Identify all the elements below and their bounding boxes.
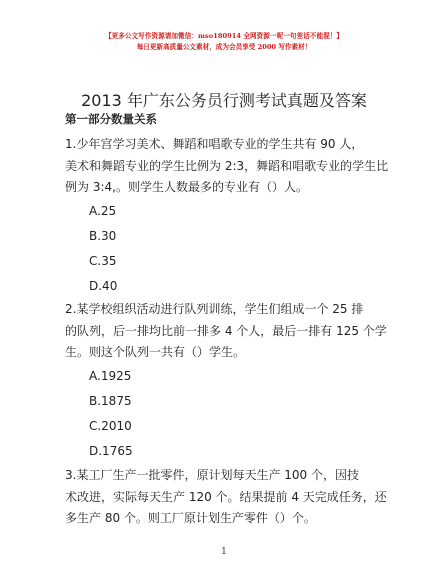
question-1-option-d: D.40 [89,279,118,293]
question-1-option-b: B.30 [89,229,117,243]
question-3-line-1: 3.某工厂生产一批零件，原计划每天生产 100 个，因技 [65,468,359,482]
question-1 [65,134,390,199]
question-1-line-1: 1.少年宫学习美术、舞蹈和唱歌专业的学生共有 90 人， [65,137,364,151]
promo-banner-line-2: 每日更新高质量公文素材，成为会员享受 2000 写作素材！ [136,43,312,51]
question-2-option-c: C.2010 [89,419,132,433]
question-2-option-a: A.1925 [89,369,132,383]
question-2-option-d: D.1765 [89,444,133,458]
question-2 [65,299,390,364]
question-2-line-3: 生。则这个队列一共有（）学生。 [65,345,246,359]
question-2-line-2: 的队列，后一排均比前一排多 4 个人，最后一排有 125 个学 [65,323,387,338]
question-1-option-a: A.25 [89,204,117,218]
question-1-option-c: C.35 [89,254,117,268]
promo-banner-line-1: 【更多公文写作资源请加微信：mso180914 全网资源一呢一句差话不能混！】 [104,32,344,40]
question-3-line-2: 术改进，实际每天生产 120 个。结果提前 4 天完成任务，还 [65,489,387,504]
question-2-line-1: 2.某学校组织活动进行队列训练，学生们组成一个 25 排 [65,302,364,316]
section-heading: 第一部分数量关系 [65,112,157,126]
question-1-line-2: 美术和舞蹈专业的学生比例为 2:3，舞蹈和唱歌专业的学生比 [65,158,389,173]
page-number: 1 [221,547,227,557]
question-3 [65,465,390,530]
question-3-line-3: 多生产 80 个。则工厂原计划生产零件（）个。 [65,511,316,525]
question-1-line-3: 例为 3:4,。则学生人数最多的专业有（）人。 [65,180,308,194]
question-2-option-b: B.1875 [89,394,132,408]
page-title: 2013 年广东公务员行测考试真题及答案 [81,91,367,110]
